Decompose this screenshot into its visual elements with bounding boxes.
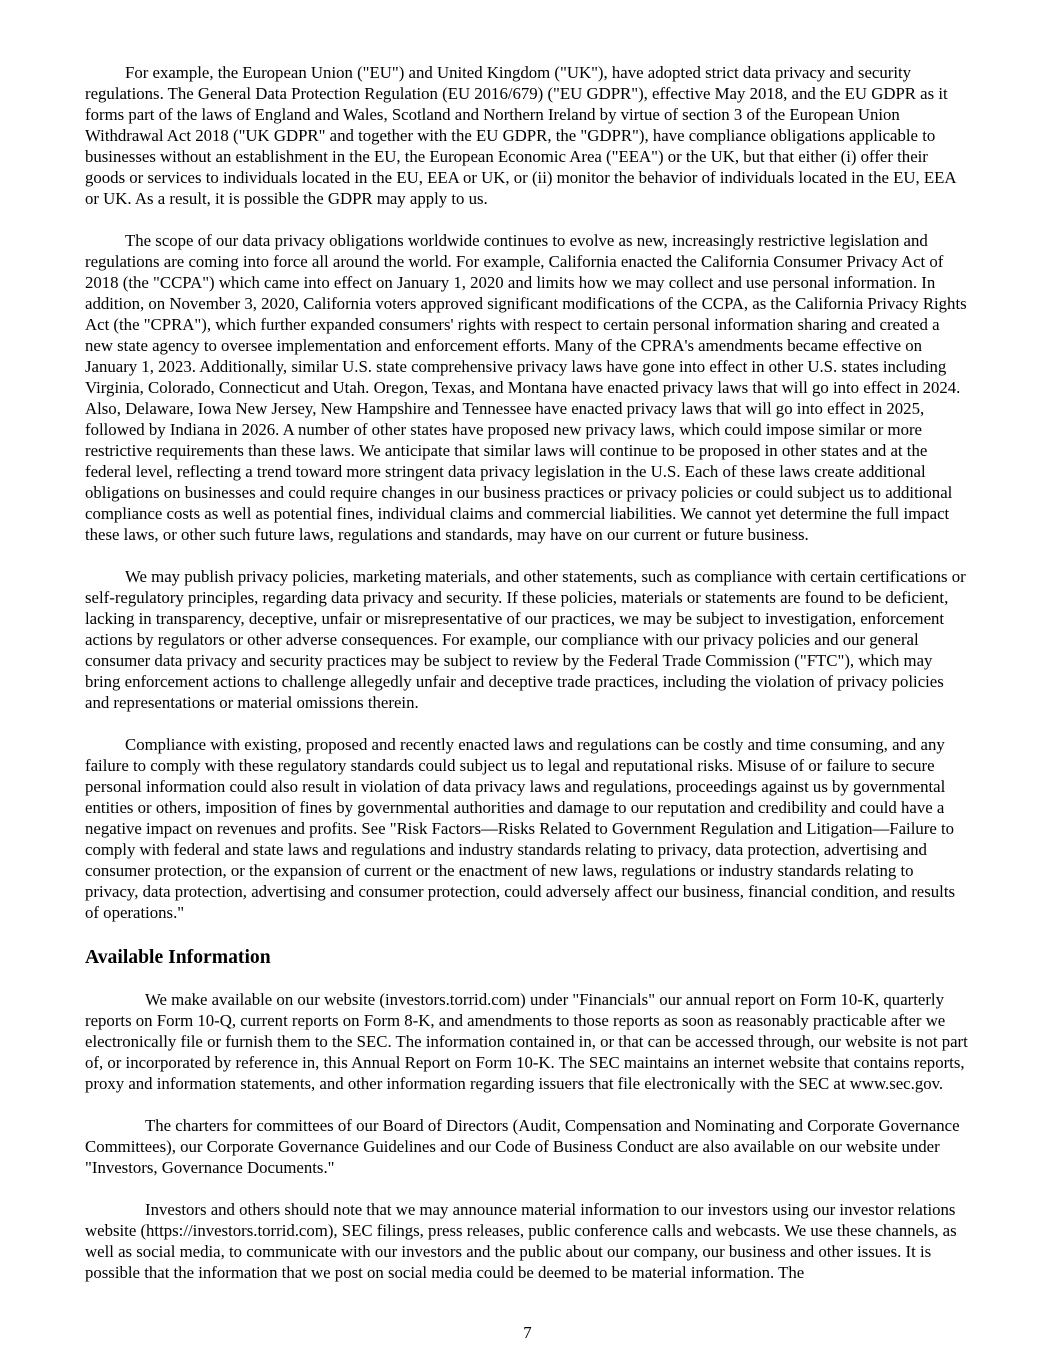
paragraph-website-sec-reports: We make available on our website (investors.torrid.com) under "Financials" our annual report on Form 10-K, quarterly reports on Form 10-Q, current reports on Form 8-K, and amendments to those reports as soon as reasonably practicable after we electronically file or furnish them to the SEC. The information contained in, or that can be accessed through, our website is not part of, or incorporated by reference in, this Annual Report on Form 10-K. The SEC maintains an internet website that contains reports, proxy and information statements, and other information regarding issuers that file electronically with the SEC at www.sec.gov. — [85, 990, 968, 1093]
paragraph-ccpa-state-privacy-laws: The scope of our data privacy obligations worldwide continues to evolve as new, increasingly restrictive legislation and regulations are coming into force all around the world. For example, California enacted the California Consumer Privacy Act of 2018 (the "CCPA") which came into effect on January 1, 2020 and limits how we may collect and use personal information. In addition, on November 3, 2020, California voters approved significant modifications of the CCPA, as the California Privacy Rights Act (the "CPRA"), which further expanded consumers' rights with respect to certain personal information sharing and created a new state agency to oversee implementation and enforcement efforts. Many of the CPRA's amendments became effective on January 1, 2023. Additionally, similar U.S. state comprehensive privacy laws have gone into effect in other U.S. states including Virginia, Colorado, Connecticut and Utah. Oregon, Texas, and Montana have enacted privacy laws that will go into effect in 2024. Also, Delaware, Iowa New Jersey, New Hampshire and Tennessee have enacted privacy laws that will go into effect in 2025, followed by Indiana in 2026. A number of other states have proposed new privacy laws, which could impose similar or more restrictive requirements than these laws. We anticipate that similar laws will continue to be proposed in other states and at the federal level, reflecting a trend toward more stringent data privacy legislation in the U.S. Each of these laws create additional obligations on businesses and could require changes in our business practices or privacy policies or could subject us to additional compliance costs as well as potential fines, individual claims and commercial liabilities. We cannot yet determine the full impact these laws, or other such future laws, regulations and standards, may have on our current or future business. — [85, 231, 967, 544]
paragraph-gdpr: For example, the European Union ("EU") and United Kingdom ("UK"), have adopted strict data privacy and security regulations. The General Data Protection Regulation (EU 2016/679) ("EU GDPR"), effective May 2018, and the EU GDPR as it forms part of the laws of England and Wales, Scotland and Northern Ireland by virtue of section 3 of the European Union Withdrawal Act 2018 ("UK GDPR" and together with the EU GDPR, the "GDPR"), have compliance obligations applicable to businesses without an establishment in the EU, the European Economic Area ("EEA") or the UK, but that either (i) offer their goods or services to individuals located in the EU, EEA or UK, or (ii) monitor the behavior of individuals located in the EU, EEA or UK. As a result, it is possible the GDPR may apply to us. — [85, 63, 956, 208]
paragraph-board-charters: The charters for committees of our Board of Directors (Audit, Compensation and Nominating and Corporate Governance Committees), our Corporate Governance Guidelines and our Code of Business Conduct are also available on our website under "Investors, Governance Documents." — [85, 1116, 960, 1177]
section-heading-available-information: Available Information — [85, 946, 271, 968]
page-number: 7 — [523, 1323, 532, 1342]
paragraph-compliance-risk-factors: Compliance with existing, proposed and recently enacted laws and regulations can be costly and time consuming, and any failure to comply with these regulatory standards could subject us to legal and reputational risks. Misuse of or failure to secure personal information could also result in violation of data privacy laws and regulations, proceedings against us by governmental entities or others, imposition of fines by governmental authorities and damage to our reputation and credibility and could have a negative impact on revenues and profits. See "Risk Factors—Risks Related to Government Regulation and Litigation—Failure to comply with federal and state laws and regulations and industry standards relating to privacy, data protection, advertising and consumer protection, or the expansion of current or the enactment of new laws, regulations or industry standards relating to privacy, data protection, advertising and consumer protection, could adversely affect our business, financial condition, and results of operations." — [85, 735, 956, 922]
paragraph-privacy-policies-ftc: We may publish privacy policies, marketing materials, and other statements, such as compliance with certain certifications or self-regulatory principles, regarding data privacy and security. If these policies, materials or statements are found to be deficient, lacking in transparency, deceptive, unfair or misrepresentative of our practices, we may be subject to investigation, enforcement actions by regulators or other adverse consequences. For example, our compliance with our privacy policies and our general consumer data privacy and security practices may be subject to review by the Federal Trade Commission ("FTC"), which may bring enforcement actions to challenge allegedly unfair and deceptive trade practices, including the violation of privacy policies and representations or material omissions therein. — [85, 567, 966, 712]
paragraph-investor-relations-channels: Investors and others should note that we may announce material information to our investors using our investor relations website (https://investors.torrid.com), SEC filings, press releases, public conference calls and webcasts. We use these channels, as well as social media, to communicate with our investors and the public about our company, our business and other issues. It is possible that the information that we post on social media could be deemed to be material information. The — [85, 1200, 957, 1282]
